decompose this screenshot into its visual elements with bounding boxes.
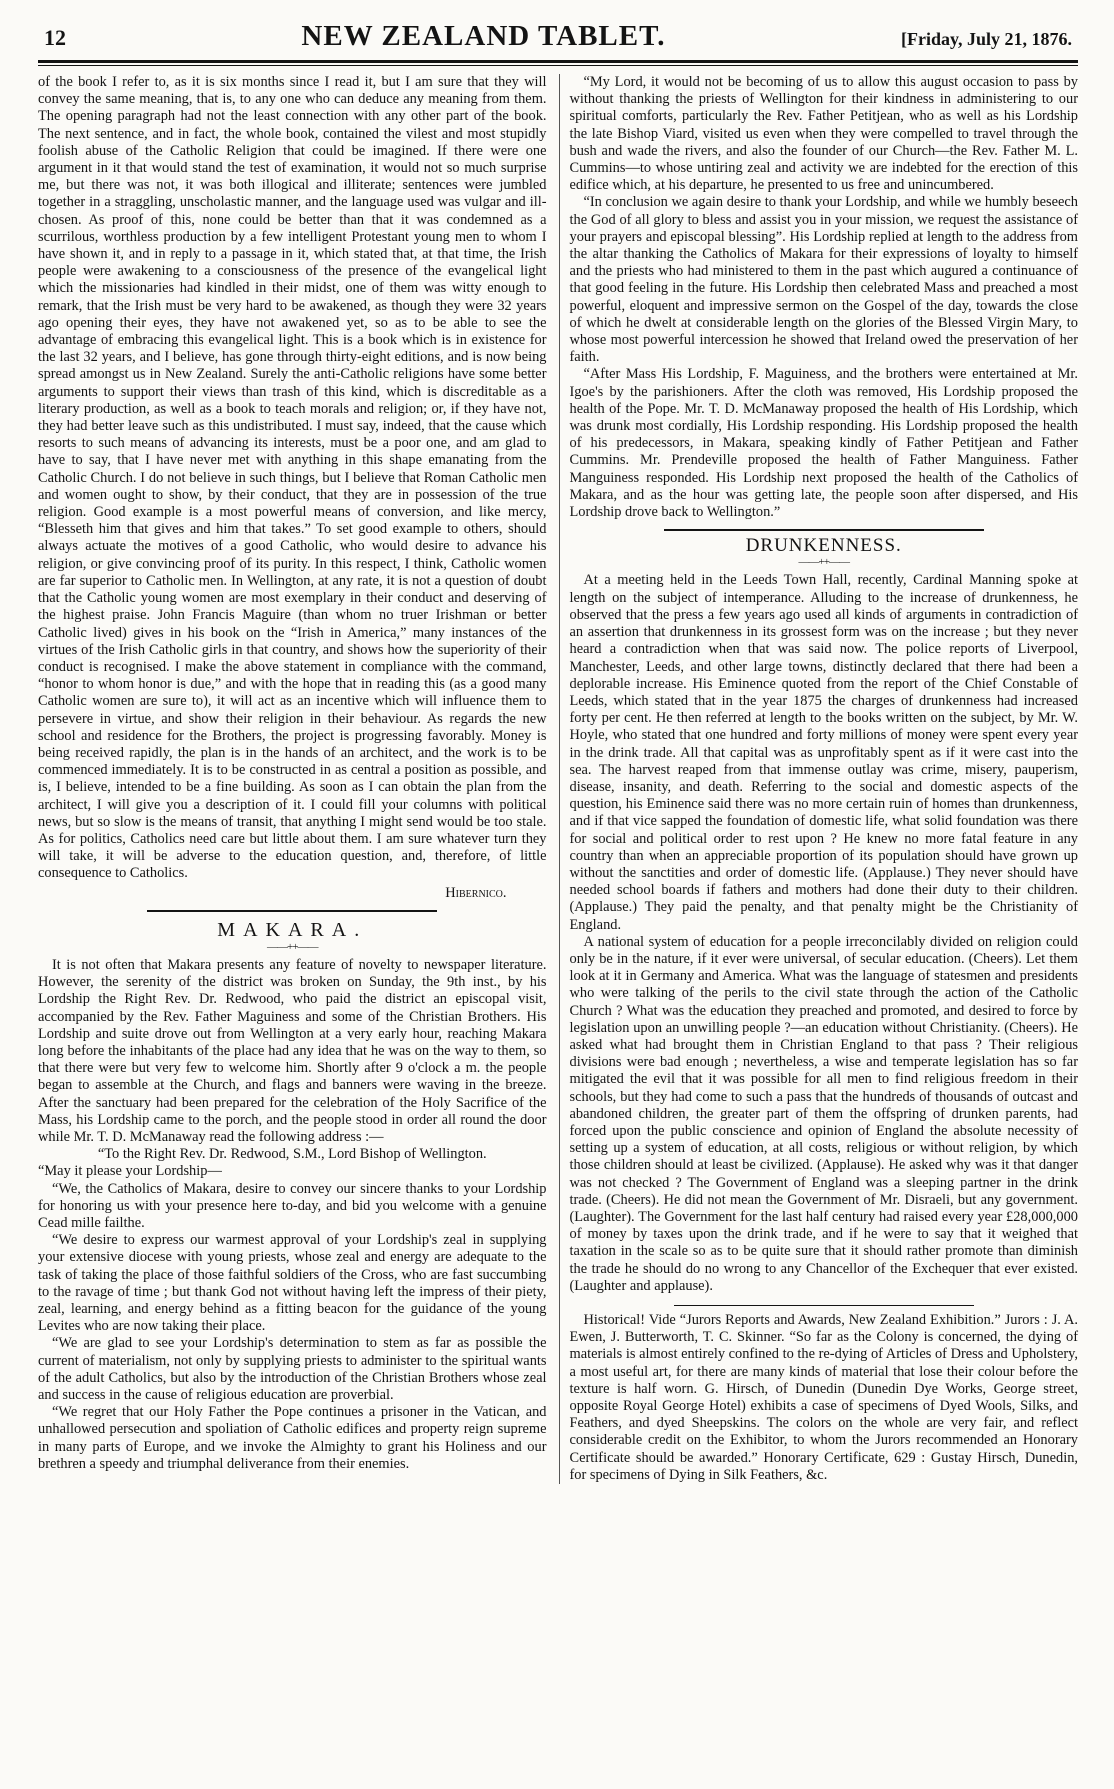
ornament-divider: ——++—— [267,940,318,953]
section-rule [674,1305,974,1306]
newspaper-title: NEW ZEALAND TABLET. [301,20,666,52]
column-divider [559,74,560,1484]
article-paragraph: At a meeting held in the Leeds Town Hall, recently, Cardinal Manning spoke at length on the subject of intemperance. Alluding to the increase of drunkenness, he observed that the press a few years ago used all kinds of arguments in contradiction of an assertion that drunkenness in its grossest form was on the increase ; but they never heard a contradiction when that was said now. The police reports of Liverpool, Manchester, Leeds, and other large towns, distinctly declared that there had been a deplorable increase. His Eminence quoted from the report of the Chief Constable of Leeds, which stated that in the year 1875 the charges of drunkenness had increased forty per cent. He then referred at length to the books written on the subject, by Mr. W. Hoyle, who stated that one hundred and forty millions of money were spent every year in the drink trade. All that capital was as unprofitably spent as if it were cast into the sea. The harvest reaped from that immense outlay was crime, misery, pauperism, disease, insanity, and death. Referring to the social and domestic aspects of the question, his Eminence said there was no more certain ruin of homes than drunkenness, and if that vice sapped the foundation of domestic life, what solid foundation was there for social and political order to rest upon ? He knew no more fatal feature in any country than when an appreciable proportion of its population should have grown up without the sanctities and order of domestic life. (Applause.) They never should have needed school boards if fathers and mothers had done their duty to their children. (Applause.) They paid the penalty, and that penalty might be the Christianity of England. [569,572,1078,933]
masthead-rule [38,65,1078,66]
address-paragraph: “After Mass His Lordship, F. Maguiness, and the brothers were entertained at Mr. Igoe's by the parishioners. After the cloth was removed, His Lordship proposed the health of the Pope. Mr. T. D. McManaway proposed the health of His Lordship, which was drunk most cordially, His Lordship responding. His Lordship proposed the health of his predecessors, in Makara, speaking kindly of Father Petitjean and Father Cummins. Mr. Prendeville proposed the health of Father Manguiness. Father Manguiness responded. His Lordship next proposed the health of the Catholics of Makara, and as the hour was getting late, the people soon after dispersed, and His Lordship drove back to Wellington.” [569,366,1078,521]
section-rule [664,529,984,531]
page-number: 12 [44,25,66,50]
letter-body: of the book I refer to, as it is six months since I read it, but I am sure that they will convey the same meaning, that is, to any one who can deduce any meaning from them. The opening paragraph had not the least connection with any other part of the book. The next sentence, and in fact, the whole book, contained the vilest and most stupidly foolish abuse of the Catholic Religion that could be imagined. If there were one argument in it that would stand the test of examination, it would not so much surprise me, but there was not, it was both illogical and illiterate; sentences were jumbled together in a straggling, unscholastic manner, and the language used was vulgar and ill-chosen. As proof of this, none could be better than that it was condemned as a scurrilous, worthless production by a few intelligent Protestant young men to whom I have shown it, and in reply to a passage in it, which stated that, at that time, the Irish people were awakening to a consciousness of the presence of the evangelical light which the missionaries had kindled in their midst, one of them was witty enough to remark, that the Irish must be very hard to be awakened, as though they were 32 years ago opening their eyes, they have not awakened yet, so as to be able to see the advantage of embracing this evangelical light. This is a book which is in existence for the last 32 years, and I believe, has gone through thirty-eight editions, and is now being spread amongst us in New Zealand. Surely the anti-Catholic religions have some better arguments to support their views than trash of this kind, which is discreditable as a literary production, as well as a book to teach morals and religion; or, if they have not, they had better leave such as this undistributed. I must say, indeed, that the cause which resorts to such means of advancing its interests, must be a poor one, and am glad to have to say, that I have never met with anything in this shape emanating from the Catholic Church. I do not believe in such things, but I believe that Roman Catholic men and women ought to show, by their conduct, that they are in possession of the true religion. Good example is a most powerful means of conversion, and like mercy, “Blesseth him that gives and him that takes.” To set good example to others, should always actuate the motives of a good Catholic, who would desire to advance his religion, or give convincing proof of its purity. In this respect, I think, Catholic women are far superior to Catholic men. In Wellington, at any rate, it is not a question of doubt that the Catholic young women are most exemplary in their conduct and deserving of the highest praise. John Francis Maguire (than whom no truer Irishman or better Catholic lived) gives in his book on the “Irish in America,” many instances of the virtues of the Irish Catholic girls in that country, and shows how the superiority of their conduct is recognised. I make the above statement in compliance with the command, “honor to whom honor is due,” and with the hope that in reading this (as a good many Catholic women are sure to), it will act as an incentive which will influence them to persevere in virtue, and show their religion in their behaviour. As regards the new school and residence for the Brothers, the project is progressing favorably. Money is being received rapidly, the plan is in the hands of an architect, and the work is to be commenced immediately. It is to be constructed in as central a position as possible, and is, I believe, intended to be a fine building. As soon as I can obtain the plan from the architect, I will give you a description of it. I could fill your columns with political news, but so slow is the means of transit, that anything I might send would be too stale. As for politics, Catholics need care but little about them. I am sure whatever turn they will take, it will be adverse to the education question, and, therefore, of little consequence to Catholics. [38,74,547,882]
address-paragraph: “In conclusion we again desire to thank your Lordship, and while we humbly beseech the God of all glory to bless and assist you in your mission, we request the assistance of your prayers and episcopal blessing”. His Lordship replied at length to the address from the altar thanking the Catholics of Makara for their expressions of loyalty to himself and the priests who had ministered to them in the past which augured a continuance of that good feeling in the future. His Lordship then celebrated Mass and preached a most powerful, eloquent and impressive sermon on the Gospel of the day, towards the close of which he dwelt at considerable length on the glories of the Blessed Virgin Mary, to whose most powerful intercession he showed that Ireland owed the preservation of her faith. [569,194,1078,366]
right-column [570,74,1079,1484]
columns [38,74,1078,1484]
makara-paragraph: It is not often that Makara presents any feature of novelty to newspaper literature. However, the serenity of the district was broken on Sunday, the 9th inst., by his Lordship the Right Rev. Dr. Redwood, who paid the district an episcopal visit, accompanied by the Rev. Father Maguiness and some of the Christian Brothers. His Lordship and suite drove out from Wellington at a very early hour, reaching Makara long before the inhabitants of the place had any idea that he was on the way to them, so that there were but very few to welcome him. Shortly after 9 o'clock a m. the people began to assemble at the Church, and flags and banners were waving in the breeze. After the sanctuary had been prepared for the celebration of the Holy Sacrifice of the Mass, his Lordship came to the porch, and the people stood in order all round the door while Mr. T. D. McManaway read the following address :— [38,956,547,1145]
left-column [38,74,547,1484]
makara-heading: MAKARA. [217,918,368,941]
address-to: “To the Right Rev. Dr. Redwood, S.M., Lord Bishop of Wellington. [97,1146,487,1163]
masthead [38,20,1078,63]
address-salutation: “May it please your Lordship— [38,1163,222,1180]
article-paragraph: A national system of education for a people irreconcilably divided on religion could only be in the nature, if it ever were universal, of secular education. (Cheers). Let them look at it in Germany and America. What was the language of statesmen and presidents who were talking of the perils to the civil state through the action of the Catholic Church ? What was the education they preached and promoted, and desired to force by legislation upon an unwilling people ?—an education without Christianity. (Cheers). He asked what had brought them in Christian England to that pass ? Their religious divisions were bad enough ; nevertheless, a wise and temperate legislation has so far mitigated the evil that it was possible for all men to find religious freedom in their schools, but they had come to such a pass that the hundreds of thousands of outcast and abandoned children, the greater part of them the offspring of drunken parents, had forced upon the public conscience and opinion of England the absolute necessity of setting up a system of education, at all costs, religious or without religion, by which those children should at least be civilized. (Applause). He asked why was it that danger was not checked ? The Government of England was a sleeping partner in the drink trade. (Cheers). He did not mean the Government of Mr. Disraeli, but any government. (Laughter). The Government for the last half century had raised every year £28,000,000 of money by taxes upon the drink trade, and if he were to say that it weighed that taxation in the scale so as to be quite sure that it should rather promote than diminish the trade he should do no wrong to any Chancellor of the Exchequer that ever existed. (Laughter and applause). [569,933,1078,1294]
address-paragraph: “We, the Catholics of Makara, desire to convey our sincere thanks to your Lordship for honoring us with your presence here to-day, and bid you welcome with a genuine Cead mille failthe. [38,1180,547,1231]
address-paragraph: “My Lord, it would not be becoming of us to allow this august occasion to pass by without thanking the priests of Wellington for their kindness in administering to our spiritual comforts, particularly the Rev. Father Petitjean, who as well as his Lordship the late Bishop Viard, visited us even when they were compelled to travel through the bush and wade the rivers, and also the founder of our Church—the Rev. Father M. L. Cummins—to whose untiring zeal and activity we are indebted for the erection of this edifice which, at his departure, he presented to us free and unincumbered. [569,74,1078,194]
drunkenness-heading: DRUNKENNESS. [745,535,902,557]
address-paragraph: “We desire to express our warmest approval of your Lordship's zeal in supplying your extensive diocese with young priests, whose zeal and energy are adequate to the task of taking the place of those faithful soldiers of the Cross, who are fast succumbing to the ravage of time ; but thank God not without having left the impress of their piety, zeal, learning, and energy behind as a fitting beacon for the guidance of the young Levites who are now taking their place. [38,1232,547,1335]
ornament-divider: ——++—— [798,556,849,569]
address-paragraph: “We are glad to see your Lordship's determination to stem as far as possible the current of materialism, not only by supplying priests to administer to the spiritual wants of the adult Catholics, but also by the introduction of the Christian Brothers whose zeal and success in the cause of religious education are proverbial. [38,1335,547,1404]
letter-signature: Hibernico. [445,884,507,901]
section-rule [147,910,437,912]
advertisement-paragraph: Historical! Vide “Jurors Reports and Awards, New Zealand Exhibition.” Jurors : J. A. Ewen, J. Butterworth, T. C. Skinner. “So far as the Colony is concerned, the dying of materials is almost entirely confined to the re-dying of Articles of Dress and Upholstery, a most useful art, for there are many kinds of material that lose their colour before the texture is half worn. G. Hirsch, of Dunedin (Dunedin Dye Works, George street, opposite Royal George Hotel) exhibits a case of specimens of Dyed Wools, Silks, and Feathers, and dyed Sheepskins. The colors on the whole are very fair, and reflect considerable credit on the Exhibitor, to whom the Jurors recommended an Honorary Certificate should be awarded.” Honorary Certificate, 629 : Gustay Hirsch, Dunedin, for specimens of Dying in Silk Feathers, &c. [569,1312,1078,1483]
issue-date: [Friday, July 21, 1876. [900,29,1072,49]
address-paragraph: “We regret that our Holy Father the Pope continues a prisoner in the Vatican, and unhallowed persecution and spoliation of Catholic edifices and property reign supreme in many parts of Europe, and we invoke the Almighty to grant his Holiness and our brethren a speedy and triumphal deliverance from their enemies. [38,1404,547,1472]
